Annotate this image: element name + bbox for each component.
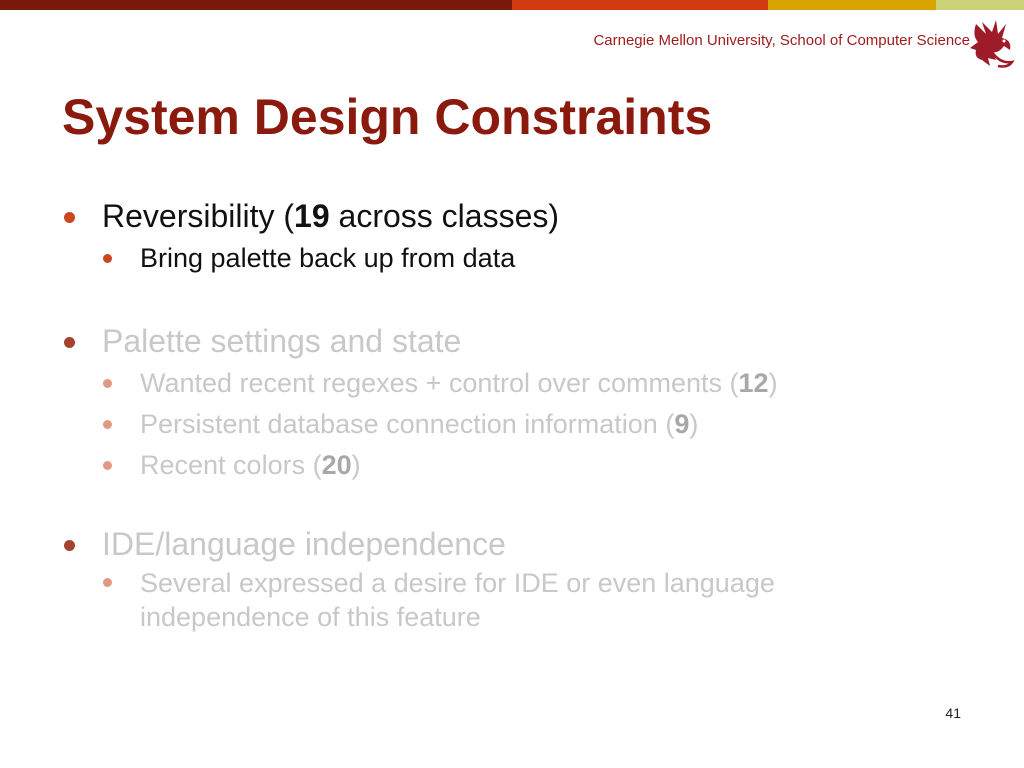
slide-title: System Design Constraints	[62, 89, 713, 145]
bullet-reversibility	[60, 194, 960, 238]
bullet-text: IDE/language independence	[102, 526, 506, 562]
top-bar-segment-gold	[768, 0, 936, 10]
sub-bullet-text: Bring palette back up from data	[140, 243, 516, 273]
bullet-text: across classes)	[329, 198, 560, 234]
bullet-text: Palette settings and state	[102, 323, 462, 359]
bullet-text: Reversibility (	[102, 198, 295, 234]
sub-bullet-recent-regexes	[60, 363, 960, 404]
bullet-dot-icon	[103, 461, 112, 470]
sub-bullet-text: )	[689, 409, 699, 439]
bullet-dot-icon	[103, 254, 112, 263]
sub-bullet-text: Several expressed a desire for IDE or even language independence of this feature	[140, 568, 775, 632]
sub-bullet-text: Wanted recent regexes + control over comments (	[140, 368, 739, 398]
sub-bullet-text: )	[768, 368, 778, 398]
top-bar-segment-orange	[512, 0, 768, 10]
sub-bullet-bring-palette	[60, 238, 960, 279]
sub-bullet-text: Persistent database connection information (	[140, 409, 675, 439]
bullet-list	[60, 194, 960, 662]
sub-bullet-text: Recent colors (	[140, 450, 322, 480]
bullet-dot-icon	[103, 379, 112, 388]
sub-bullet-count: 20	[321, 450, 352, 480]
bullet-dot-icon	[103, 578, 112, 587]
top-bar-segment-dark-red	[0, 0, 512, 10]
page-number: 41	[945, 705, 961, 721]
top-color-bar	[0, 0, 1024, 10]
sub-bullet-count: 12	[738, 368, 769, 398]
bullet-ide-independence	[60, 522, 960, 566]
affiliation-text: Carnegie Mellon University, School of Computer Science	[593, 32, 970, 49]
sub-bullet-ide-desire	[60, 566, 900, 634]
bullet-dot-icon	[64, 540, 75, 551]
sub-bullet-text: )	[351, 450, 361, 480]
sub-bullet-count: 9	[674, 409, 690, 439]
bullet-count: 19	[294, 198, 330, 234]
sub-bullet-database-connection	[60, 404, 960, 445]
bullet-dot-icon	[64, 212, 75, 223]
bullet-dot-icon	[64, 337, 75, 348]
bullet-group-ide-independence	[60, 522, 960, 634]
sub-bullet-recent-colors	[60, 445, 960, 486]
top-bar-segment-light-green	[936, 0, 1024, 10]
bullet-group-reversibility	[60, 194, 960, 279]
bullet-palette-settings	[60, 319, 960, 363]
bullet-dot-icon	[103, 420, 112, 429]
bullet-group-palette-settings	[60, 319, 960, 486]
cmu-dragon-icon	[968, 14, 1018, 70]
